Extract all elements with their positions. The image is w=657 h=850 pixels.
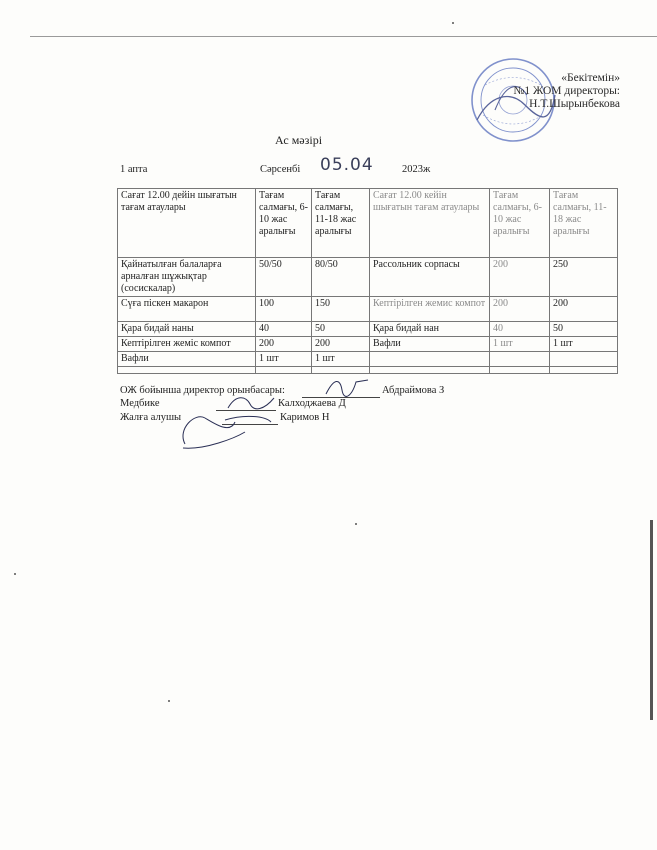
year-label: 2023ж bbox=[402, 164, 431, 175]
week-label: 1 апта bbox=[120, 164, 148, 175]
menu-table bbox=[117, 188, 618, 374]
table-cell: Кептірілген жеміс компот bbox=[118, 337, 256, 352]
deputy-signature-scribble bbox=[322, 374, 374, 400]
header-cell: Сағат 12.00 кейін шығатын тағам атаулары bbox=[370, 189, 490, 258]
approval-line-3: Н.Т.Шырынбекова bbox=[529, 98, 620, 110]
table-header-row bbox=[118, 189, 618, 258]
table-row bbox=[118, 258, 618, 297]
table-row bbox=[118, 297, 618, 322]
handwritten-date: 05.04 bbox=[320, 155, 374, 175]
table-cell bbox=[550, 352, 618, 367]
table-cell: 50 bbox=[550, 322, 618, 337]
approval-line-1: «Бекітемін» bbox=[561, 72, 620, 84]
nurse-label: Медбике bbox=[120, 398, 160, 409]
deputy-label: ОЖ бойынша директор орынбасары: bbox=[120, 385, 285, 396]
table-cell bbox=[312, 367, 370, 374]
table-cell: 40 bbox=[256, 322, 312, 337]
table-cell: 80/50 bbox=[312, 258, 370, 297]
table-cell: Сүға піскен макарон bbox=[118, 297, 256, 322]
header-cell: Тағам салмағы, 11-18 жас аралығы bbox=[550, 189, 618, 258]
approval-line-2: №1 ЖОМ директоры: bbox=[513, 85, 620, 97]
scan-edge-mark bbox=[650, 520, 653, 720]
table-cell: 50/50 bbox=[256, 258, 312, 297]
table-cell: Вафли bbox=[118, 352, 256, 367]
table-cell: Рассольник сорпасы bbox=[370, 258, 490, 297]
day-label: Сәрсенбі bbox=[260, 164, 301, 175]
table-cell: 150 bbox=[312, 297, 370, 322]
table-cell: 1 шт bbox=[550, 337, 618, 352]
header-cell: Тағам салмағы, 6-10 жас аралығы bbox=[490, 189, 550, 258]
table-cell bbox=[490, 367, 550, 374]
scan-speck bbox=[168, 700, 170, 702]
table-row bbox=[118, 322, 618, 337]
table-cell: 1 шт bbox=[490, 337, 550, 352]
table-cell bbox=[256, 367, 312, 374]
header-cell: Тағам салмағы, 6-10 жас аралығы bbox=[256, 189, 312, 258]
scan-speck bbox=[355, 523, 357, 525]
table-cell: 40 bbox=[490, 322, 550, 337]
table-row bbox=[118, 367, 618, 374]
table-cell: 1 шт bbox=[256, 352, 312, 367]
table-cell bbox=[550, 367, 618, 374]
table-row bbox=[118, 352, 618, 367]
scan-speck bbox=[452, 22, 454, 24]
header-cell: Сағат 12.00 дейін шығатын тағам атаулары bbox=[118, 189, 256, 258]
table-cell: 250 bbox=[550, 258, 618, 297]
table-cell bbox=[370, 352, 490, 367]
scan-speck bbox=[14, 573, 16, 575]
scan-top-line bbox=[30, 36, 657, 37]
table-cell: Вафли bbox=[370, 337, 490, 352]
table-cell bbox=[370, 367, 490, 374]
table-cell: 50 bbox=[312, 322, 370, 337]
header-cell: Тағам салмағы, 11-18 жас аралығы bbox=[312, 189, 370, 258]
table-cell: 200 bbox=[490, 258, 550, 297]
table-cell: Қайнатылған балаларға арналған шұжықтар (сосискалар) bbox=[118, 258, 256, 297]
table-cell: Қара бидай наны bbox=[118, 322, 256, 337]
table-cell: 200 bbox=[256, 337, 312, 352]
table-cell: 1 шт bbox=[312, 352, 370, 367]
table-cell: Қара бидай нан bbox=[370, 322, 490, 337]
deputy-name: Абдраймова З bbox=[382, 385, 445, 396]
table-cell: 200 bbox=[490, 297, 550, 322]
cook-name: Каримов Н bbox=[280, 412, 330, 423]
cook-signature-scribble bbox=[175, 404, 275, 452]
table-row bbox=[118, 337, 618, 352]
table-cell: 200 bbox=[312, 337, 370, 352]
table-cell: 200 bbox=[550, 297, 618, 322]
table-cell bbox=[490, 352, 550, 367]
table-cell: 100 bbox=[256, 297, 312, 322]
page-title: Ас мәзірі bbox=[275, 133, 323, 147]
table-cell bbox=[118, 367, 256, 374]
nurse-name: Калходжаева Д bbox=[278, 398, 346, 409]
approval-block bbox=[470, 72, 620, 111]
table-cell: Кептірілген жемис компот bbox=[370, 297, 490, 322]
cook-label: Жалға алушы bbox=[120, 412, 182, 423]
